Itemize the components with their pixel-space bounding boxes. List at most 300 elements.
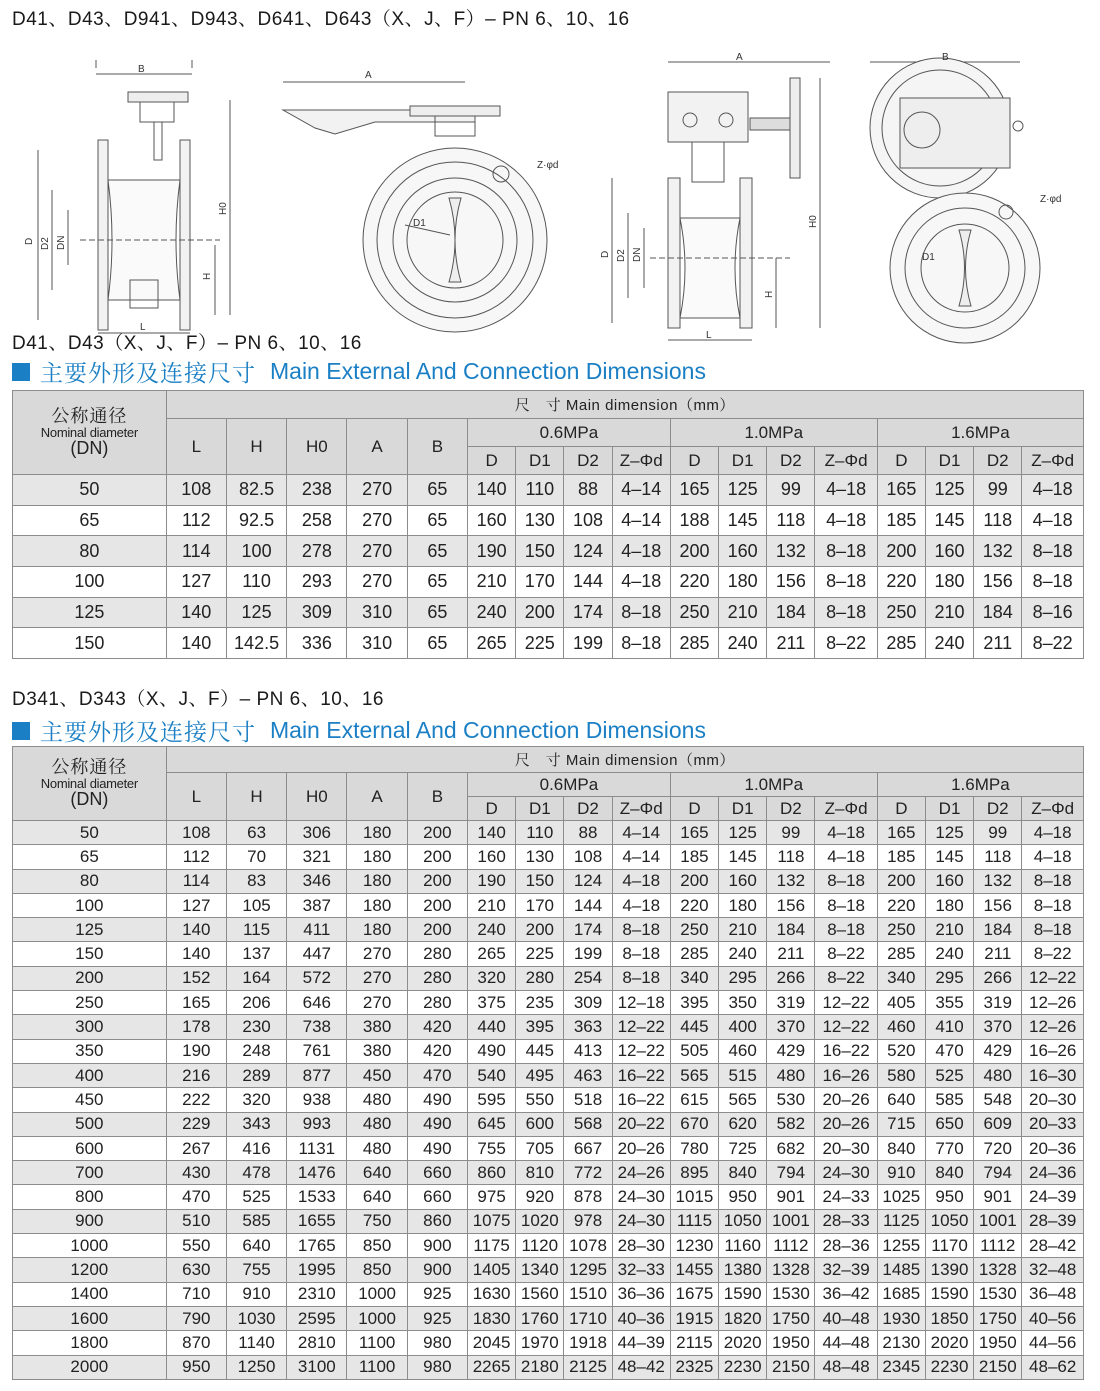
table-cell: 710 bbox=[166, 1282, 226, 1306]
table-cell: 238 bbox=[287, 475, 347, 506]
table-cell: 370 bbox=[767, 1015, 815, 1039]
table-cell: 225 bbox=[516, 942, 564, 966]
dn-cell: 300 bbox=[13, 1015, 167, 1039]
table-cell: 266 bbox=[767, 966, 815, 990]
table-cell: 125 bbox=[925, 475, 973, 506]
table-row bbox=[13, 1088, 1084, 1112]
table-cell: 12–22 bbox=[612, 1039, 670, 1063]
table-cell: 4–18 bbox=[612, 893, 670, 917]
table-cell: 515 bbox=[719, 1063, 767, 1087]
dn-cell: 80 bbox=[13, 869, 167, 893]
table-cell: 28–30 bbox=[612, 1234, 670, 1258]
table-cell: 550 bbox=[166, 1234, 226, 1258]
label-H0-gear: H0 bbox=[808, 215, 819, 228]
pressure-0.6: 0.6MPa bbox=[468, 419, 671, 447]
table-cell: 12–18 bbox=[612, 991, 670, 1015]
table-cell: 920 bbox=[516, 1185, 564, 1209]
table-cell: 285 bbox=[670, 942, 718, 966]
table-cell: 410 bbox=[925, 1015, 973, 1039]
table-cell: 48–62 bbox=[1022, 1355, 1084, 1379]
dn-cell: 80 bbox=[13, 536, 167, 567]
table-row bbox=[13, 597, 1084, 628]
table-cell: 8–18 bbox=[1022, 536, 1084, 567]
dn-cell: 150 bbox=[13, 628, 167, 659]
table-cell: 645 bbox=[468, 1112, 516, 1136]
table-cell: 184 bbox=[974, 918, 1022, 942]
table-cell: 16–30 bbox=[1022, 1063, 1084, 1087]
table-row bbox=[13, 869, 1084, 893]
table-cell: 370 bbox=[974, 1015, 1022, 1039]
table-cell: 1530 bbox=[767, 1282, 815, 1306]
table-cell: 320 bbox=[468, 966, 516, 990]
table-cell: 980 bbox=[407, 1331, 467, 1355]
drawing-lever-front-view bbox=[275, 50, 575, 340]
table-cell: 137 bbox=[226, 942, 286, 966]
table-cell: 170 bbox=[516, 566, 564, 597]
dn-cell: 350 bbox=[13, 1039, 167, 1063]
table-cell: 585 bbox=[226, 1209, 286, 1233]
table-cell: 44–56 bbox=[1022, 1331, 1084, 1355]
table-cell: 180 bbox=[347, 821, 407, 845]
table-cell: 840 bbox=[925, 1161, 973, 1185]
table-cell: 1455 bbox=[670, 1258, 718, 1282]
table-cell: 510 bbox=[166, 1209, 226, 1233]
table-cell: 200 bbox=[877, 536, 925, 567]
table-cell: 199 bbox=[564, 942, 612, 966]
table-cell: 124 bbox=[564, 536, 612, 567]
main-dimension-header: 尺 寸 Main dimension（mm） bbox=[166, 747, 1083, 773]
table-cell: 582 bbox=[767, 1112, 815, 1136]
table-cell: 160 bbox=[925, 536, 973, 567]
table-cell: 720 bbox=[974, 1136, 1022, 1160]
table-cell: 220 bbox=[877, 566, 925, 597]
table-cell: 295 bbox=[925, 966, 973, 990]
table-cell: 4–18 bbox=[815, 475, 877, 506]
table-row bbox=[13, 1063, 1084, 1087]
table-cell: 270 bbox=[347, 942, 407, 966]
table-cell: 24–33 bbox=[815, 1185, 877, 1209]
table-cell: 738 bbox=[287, 1015, 347, 1039]
table-cell: 125 bbox=[226, 597, 286, 628]
table-cell: 36–42 bbox=[815, 1282, 877, 1306]
table-row bbox=[13, 1015, 1084, 1039]
table-cell: 16–26 bbox=[1022, 1039, 1084, 1063]
table-cell: 180 bbox=[347, 845, 407, 869]
table-cell: 1001 bbox=[767, 1209, 815, 1233]
table-cell: 12–26 bbox=[1022, 991, 1084, 1015]
table-cell: 416 bbox=[226, 1136, 286, 1160]
section2-heading-cn: 主要外形及连接尺寸 bbox=[40, 719, 256, 745]
table-cell: 280 bbox=[407, 991, 467, 1015]
table-cell: 285 bbox=[877, 942, 925, 966]
table-cell: 270 bbox=[347, 991, 407, 1015]
label-A-gear: A bbox=[736, 52, 743, 63]
table-cell: 270 bbox=[347, 966, 407, 990]
table-cell: 470 bbox=[925, 1039, 973, 1063]
table-cell: 165 bbox=[166, 991, 226, 1015]
table-cell: 4–14 bbox=[612, 845, 670, 869]
label-D: D bbox=[24, 237, 35, 245]
table-cell: 2180 bbox=[516, 1355, 564, 1379]
table-cell: 1175 bbox=[468, 1234, 516, 1258]
table-cell: 309 bbox=[287, 597, 347, 628]
label-B: B bbox=[138, 64, 145, 75]
table-cell: 265 bbox=[468, 942, 516, 966]
table-cell: 164 bbox=[226, 966, 286, 990]
table-cell: 200 bbox=[407, 845, 467, 869]
table-cell: 1750 bbox=[767, 1306, 815, 1330]
table-cell: 530 bbox=[767, 1088, 815, 1112]
table-cell: 380 bbox=[347, 1039, 407, 1063]
label-Zphid-gear: Z·φd bbox=[1040, 194, 1062, 205]
table-cell: 110 bbox=[516, 821, 564, 845]
table-cell: 715 bbox=[877, 1112, 925, 1136]
table-cell: 65 bbox=[407, 566, 467, 597]
label-DN: DN bbox=[56, 235, 67, 250]
table-cell: 210 bbox=[468, 893, 516, 917]
table-cell: 185 bbox=[670, 845, 718, 869]
table-cell: 340 bbox=[877, 966, 925, 990]
table-row bbox=[13, 942, 1084, 966]
table-cell: 100 bbox=[226, 536, 286, 567]
table-cell: 429 bbox=[974, 1039, 1022, 1063]
table-cell: 99 bbox=[767, 821, 815, 845]
table-cell: 250 bbox=[670, 918, 718, 942]
table-cell: 180 bbox=[925, 566, 973, 597]
table-cell: 20–26 bbox=[815, 1112, 877, 1136]
section1-heading-cn: 主要外形及连接尺寸 bbox=[40, 360, 256, 386]
table-cell: 565 bbox=[719, 1088, 767, 1112]
table-cell: 258 bbox=[287, 505, 347, 536]
table-cell: 32–48 bbox=[1022, 1258, 1084, 1282]
table-row bbox=[13, 1136, 1084, 1160]
table-cell: 1950 bbox=[974, 1331, 1022, 1355]
dn-cell: 2000 bbox=[13, 1355, 167, 1379]
table-cell: 910 bbox=[226, 1282, 286, 1306]
table-cell: 2045 bbox=[468, 1331, 516, 1355]
table-cell: 450 bbox=[347, 1063, 407, 1087]
table-cell: 165 bbox=[670, 821, 718, 845]
label-D2-gear: D2 bbox=[616, 249, 627, 262]
table-cell: 1100 bbox=[347, 1331, 407, 1355]
table-cell: 200 bbox=[407, 893, 467, 917]
table-cell: 2325 bbox=[670, 1355, 718, 1379]
table-cell: 140 bbox=[468, 821, 516, 845]
dn-cell: 1200 bbox=[13, 1258, 167, 1282]
table-cell: 4–18 bbox=[612, 869, 670, 893]
table-cell: 200 bbox=[407, 918, 467, 942]
table-cell: 1230 bbox=[670, 1234, 718, 1258]
table-cell: 430 bbox=[166, 1161, 226, 1185]
table-row bbox=[13, 566, 1084, 597]
table-cell: 114 bbox=[166, 536, 226, 567]
table-cell: 460 bbox=[719, 1039, 767, 1063]
table-cell: 20–33 bbox=[1022, 1112, 1084, 1136]
table-cell: 99 bbox=[974, 821, 1022, 845]
table-cell: 165 bbox=[877, 821, 925, 845]
table1-corner bbox=[13, 391, 167, 475]
table-cell: 630 bbox=[166, 1258, 226, 1282]
table-cell: 200 bbox=[516, 918, 564, 942]
pressure-0.6: 0.6MPa bbox=[468, 773, 671, 797]
dn-cell: 100 bbox=[13, 893, 167, 917]
table-cell: 4–18 bbox=[815, 845, 877, 869]
table-cell: 240 bbox=[719, 942, 767, 966]
table-cell: 950 bbox=[166, 1355, 226, 1379]
table-cell: 210 bbox=[719, 597, 767, 628]
table-cell: 44–39 bbox=[612, 1331, 670, 1355]
table-cell: 470 bbox=[166, 1185, 226, 1209]
table-cell: 600 bbox=[516, 1112, 564, 1136]
table-cell: 200 bbox=[516, 597, 564, 628]
table-cell: 490 bbox=[407, 1088, 467, 1112]
table-cell: 40–56 bbox=[1022, 1306, 1084, 1330]
table-cell: 200 bbox=[670, 869, 718, 893]
table-cell: 199 bbox=[564, 628, 612, 659]
section1-model-line: D41、D43（X、J、F）– PN 6、10、16 bbox=[12, 333, 362, 354]
sub-D2: D2 bbox=[974, 797, 1022, 821]
table-cell: 278 bbox=[287, 536, 347, 567]
table-cell: 525 bbox=[226, 1185, 286, 1209]
table-cell: 24–36 bbox=[1022, 1161, 1084, 1185]
dn-cell: 600 bbox=[13, 1136, 167, 1160]
table-cell: 8–18 bbox=[612, 628, 670, 659]
label-H-gear: H bbox=[764, 290, 775, 298]
table-cell: 640 bbox=[347, 1185, 407, 1209]
sub-D: D bbox=[670, 797, 718, 821]
table-cell: 355 bbox=[925, 991, 973, 1015]
table-row bbox=[13, 845, 1084, 869]
drawing-lever-side-view bbox=[20, 50, 270, 340]
table-cell: 108 bbox=[564, 505, 612, 536]
label-D-gear: D bbox=[600, 250, 611, 258]
table-cell: 265 bbox=[468, 628, 516, 659]
table-cell: 280 bbox=[407, 942, 467, 966]
table-cell: 1530 bbox=[974, 1282, 1022, 1306]
table-cell: 200 bbox=[407, 869, 467, 893]
table-cell: 108 bbox=[564, 845, 612, 869]
table-cell: 280 bbox=[407, 966, 467, 990]
table-cell: 1560 bbox=[516, 1282, 564, 1306]
table-cell: 950 bbox=[925, 1185, 973, 1209]
col-H0: H0 bbox=[287, 773, 347, 821]
table-cell: 1485 bbox=[877, 1258, 925, 1282]
table-cell: 8–18 bbox=[815, 566, 877, 597]
table-cell: 1020 bbox=[516, 1209, 564, 1233]
table-cell: 8–22 bbox=[815, 966, 877, 990]
table-cell: 4–18 bbox=[1022, 821, 1084, 845]
table-cell: 810 bbox=[516, 1161, 564, 1185]
table-cell: 145 bbox=[719, 845, 767, 869]
table-cell: 178 bbox=[166, 1015, 226, 1039]
table-cell: 180 bbox=[719, 893, 767, 917]
table-cell: 20–26 bbox=[815, 1088, 877, 1112]
label-D2: D2 bbox=[40, 237, 51, 250]
table-cell: 480 bbox=[347, 1088, 407, 1112]
dn-cell: 1600 bbox=[13, 1306, 167, 1330]
table-cell: 850 bbox=[347, 1234, 407, 1258]
table-cell: 12–26 bbox=[1022, 1015, 1084, 1039]
table-cell: 12–22 bbox=[1022, 966, 1084, 990]
table-row bbox=[13, 1282, 1084, 1306]
table-cell: 993 bbox=[287, 1112, 347, 1136]
table-cell: 132 bbox=[767, 536, 815, 567]
table-cell: 1112 bbox=[974, 1234, 1022, 1258]
sub-D2: D2 bbox=[767, 447, 815, 475]
table-cell: 1115 bbox=[670, 1209, 718, 1233]
table-cell: 4–18 bbox=[1022, 505, 1084, 536]
table-cell: 270 bbox=[347, 475, 407, 506]
table-cell: 877 bbox=[287, 1063, 347, 1087]
col-H0: H0 bbox=[287, 419, 347, 475]
table-cell: 620 bbox=[719, 1112, 767, 1136]
heading-square-icon bbox=[12, 722, 30, 740]
col-L: L bbox=[166, 773, 226, 821]
table-cell: 125 bbox=[719, 821, 767, 845]
table-cell: 184 bbox=[974, 597, 1022, 628]
sub-D1: D1 bbox=[719, 797, 767, 821]
table-cell: 20–22 bbox=[612, 1112, 670, 1136]
table-cell: 190 bbox=[468, 536, 516, 567]
label-D1-gear: D1 bbox=[922, 252, 935, 263]
table-cell: 395 bbox=[670, 991, 718, 1015]
table-row bbox=[13, 918, 1084, 942]
sub-D: D bbox=[877, 797, 925, 821]
table-cell: 1328 bbox=[767, 1258, 815, 1282]
table-cell: 460 bbox=[877, 1015, 925, 1039]
table-cell: 755 bbox=[468, 1136, 516, 1160]
table-cell: 240 bbox=[468, 597, 516, 628]
table-cell: 184 bbox=[767, 597, 815, 628]
table-cell: 230 bbox=[226, 1015, 286, 1039]
table-cell: 165 bbox=[670, 475, 718, 506]
table-row bbox=[13, 628, 1084, 659]
table-cell: 293 bbox=[287, 566, 347, 597]
table-cell: 925 bbox=[407, 1282, 467, 1306]
table-cell: 840 bbox=[877, 1136, 925, 1160]
table-cell: 8–18 bbox=[1022, 869, 1084, 893]
table-cell: 142.5 bbox=[226, 628, 286, 659]
table-cell: 1655 bbox=[287, 1209, 347, 1233]
table-cell: 28–42 bbox=[1022, 1234, 1084, 1258]
table-cell: 63 bbox=[226, 821, 286, 845]
table-cell: 2150 bbox=[767, 1355, 815, 1379]
table-cell: 240 bbox=[925, 942, 973, 966]
table-cell: 140 bbox=[468, 475, 516, 506]
table-cell: 4–14 bbox=[612, 821, 670, 845]
table-cell: 310 bbox=[347, 597, 407, 628]
table-cell: 429 bbox=[767, 1039, 815, 1063]
table-row bbox=[13, 1161, 1084, 1185]
table-cell: 200 bbox=[407, 821, 467, 845]
table-cell: 190 bbox=[468, 869, 516, 893]
label-DN-gear: DN bbox=[632, 247, 643, 262]
table-cell: 280 bbox=[516, 966, 564, 990]
dn-cell: 700 bbox=[13, 1161, 167, 1185]
table-cell: 4–18 bbox=[612, 536, 670, 567]
table-cell: 306 bbox=[287, 821, 347, 845]
table-cell: 206 bbox=[226, 991, 286, 1015]
table-cell: 901 bbox=[974, 1185, 1022, 1209]
table-cell: 180 bbox=[347, 918, 407, 942]
table-cell: 2230 bbox=[925, 1355, 973, 1379]
table-cell: 145 bbox=[719, 505, 767, 536]
sub-D: D bbox=[670, 447, 718, 475]
table-cell: 140 bbox=[166, 942, 226, 966]
table-cell: 222 bbox=[166, 1088, 226, 1112]
table-cell: 870 bbox=[166, 1331, 226, 1355]
table-cell: 1750 bbox=[974, 1306, 1022, 1330]
table-cell: 150 bbox=[516, 536, 564, 567]
table-cell: 411 bbox=[287, 918, 347, 942]
table-cell: 28–39 bbox=[1022, 1209, 1084, 1233]
table-cell: 185 bbox=[877, 505, 925, 536]
table-cell: 447 bbox=[287, 942, 347, 966]
corner-en: Nominal diameter bbox=[40, 424, 138, 440]
sub-D1: D1 bbox=[719, 447, 767, 475]
table-cell: 188 bbox=[670, 505, 718, 536]
table-cell: 480 bbox=[347, 1136, 407, 1160]
table-cell: 980 bbox=[407, 1355, 467, 1379]
table-cell: 235 bbox=[516, 991, 564, 1015]
table-cell: 975 bbox=[468, 1185, 516, 1209]
sub-D1: D1 bbox=[925, 447, 973, 475]
table-cell: 36–48 bbox=[1022, 1282, 1084, 1306]
table-cell: 780 bbox=[670, 1136, 718, 1160]
table-cell: 254 bbox=[564, 966, 612, 990]
table-cell: 118 bbox=[974, 845, 1022, 869]
table-cell: 978 bbox=[564, 1209, 612, 1233]
table-row bbox=[13, 1306, 1084, 1330]
table-cell: 609 bbox=[974, 1112, 1022, 1136]
table-cell: 1340 bbox=[516, 1258, 564, 1282]
table-cell: 65 bbox=[407, 505, 467, 536]
sub-D1: D1 bbox=[516, 797, 564, 821]
table-cell: 110 bbox=[516, 475, 564, 506]
table-cell: 420 bbox=[407, 1039, 467, 1063]
table-row bbox=[13, 475, 1084, 506]
table1-dimensions bbox=[12, 390, 1084, 659]
pressure-1.6: 1.6MPa bbox=[877, 773, 1083, 797]
table-cell: 160 bbox=[925, 869, 973, 893]
table-cell: 1630 bbox=[468, 1282, 516, 1306]
table-cell: 165 bbox=[877, 475, 925, 506]
section2-heading-en: Main External And Connection Dimensions bbox=[270, 717, 706, 743]
table-row bbox=[13, 1209, 1084, 1233]
table-cell: 420 bbox=[407, 1015, 467, 1039]
table-cell: 125 bbox=[925, 821, 973, 845]
table-cell: 240 bbox=[719, 628, 767, 659]
table-cell: 2310 bbox=[287, 1282, 347, 1306]
table-cell: 152 bbox=[166, 966, 226, 990]
table-cell: 2125 bbox=[564, 1355, 612, 1379]
table-cell: 118 bbox=[767, 505, 815, 536]
table-cell: 794 bbox=[767, 1161, 815, 1185]
table-cell: 495 bbox=[516, 1063, 564, 1087]
table-cell: 250 bbox=[877, 597, 925, 628]
table-cell: 140 bbox=[166, 628, 226, 659]
table-cell: 24–30 bbox=[612, 1209, 670, 1233]
dn-cell: 800 bbox=[13, 1185, 167, 1209]
col-A: A bbox=[347, 773, 407, 821]
table-cell: 380 bbox=[347, 1015, 407, 1039]
table-cell: 640 bbox=[877, 1088, 925, 1112]
table-cell: 99 bbox=[974, 475, 1022, 506]
table-cell: 270 bbox=[347, 536, 407, 567]
table-cell: 1510 bbox=[564, 1282, 612, 1306]
table-cell: 8–18 bbox=[1022, 918, 1084, 942]
table-cell: 130 bbox=[516, 505, 564, 536]
